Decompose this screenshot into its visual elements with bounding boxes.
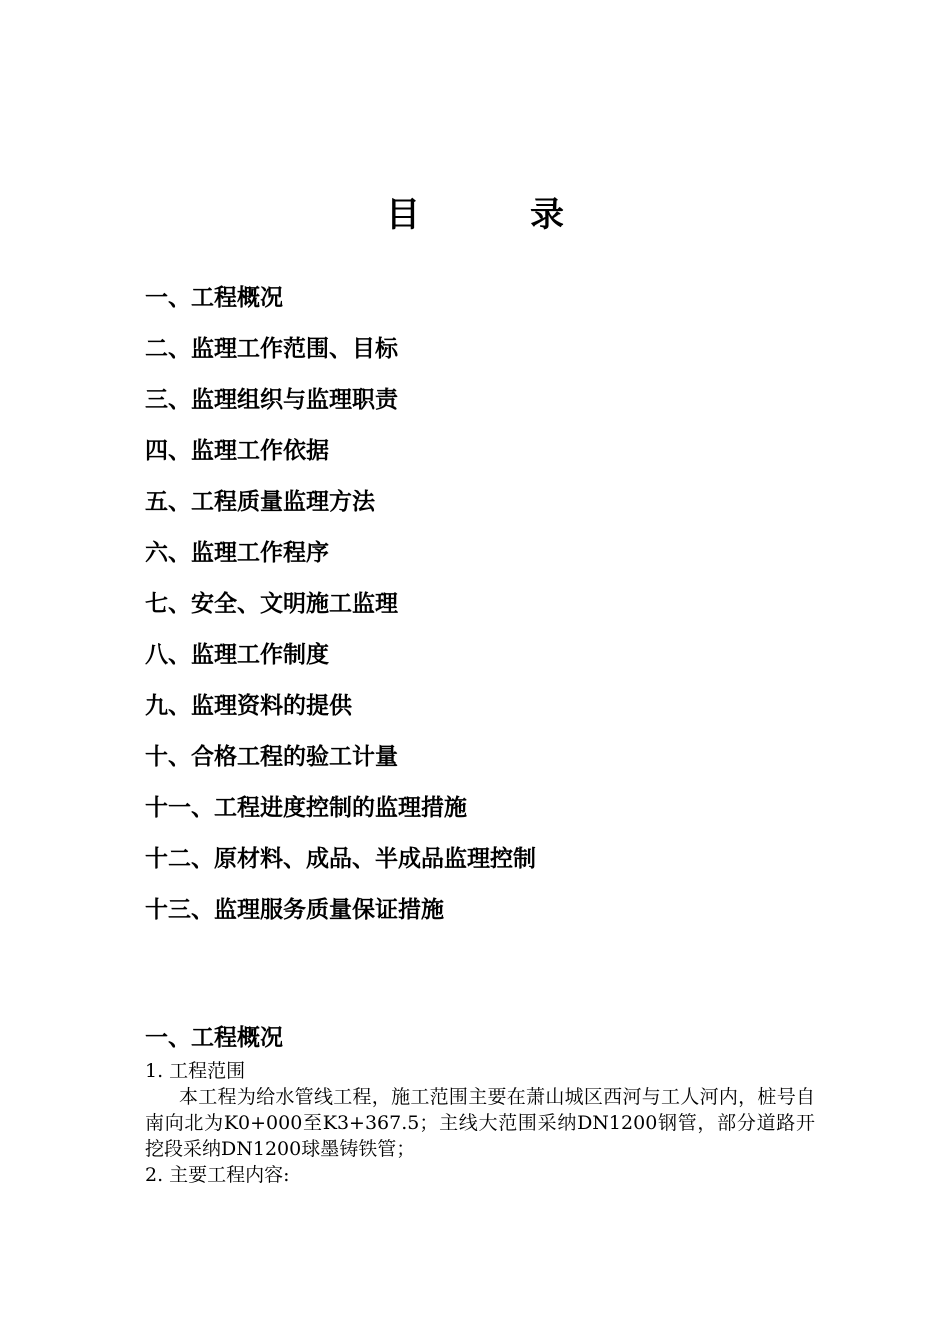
toc-item-12: 十二、原材料、成品、半成品监理控制 [145,845,536,872]
toc-item-4: 四、监理工作依据 [145,437,329,464]
scope-paragraph: 本工程为给水管线工程，施工范围主要在萧山城区西河与工人河内，桩号自南向北为K0+000至K3+367.5；主线大范围采纳DN1200钢管，部分道路开挖段采纳DN1200球墨铸铁管； [145,1086,815,1160]
toc-item-3: 三、监理组织与监理职责 [145,386,398,413]
toc-item-9: 九、监理资料的提供 [145,692,352,719]
toc-item-1: 一、工程概况 [145,284,283,311]
sub-heading-scope: 1. 工程范围 [145,1060,246,1082]
toc-item-6: 六、监理工作程序 [145,539,329,566]
toc-item-11: 十一、工程进度控制的监理措施 [145,794,467,821]
section-heading: 一、工程概况 [145,1024,283,1051]
toc-item-2: 二、监理工作范围、目标 [145,335,398,362]
toc-list [145,278,536,941]
toc-item-13: 十三、监理服务质量保证措施 [145,896,444,923]
toc-item-5: 五、工程质量监理方法 [145,488,375,515]
sub-heading-main-content: 2. 主要工程内容: [145,1164,290,1186]
toc-item-10: 十、合格工程的验工计量 [145,743,398,770]
toc-item-8: 八、监理工作制度 [145,641,329,668]
section-project-overview [145,1020,815,1188]
toc-title: 目录 [386,195,674,235]
toc-item-7: 七、安全、文明施工监理 [145,590,398,617]
